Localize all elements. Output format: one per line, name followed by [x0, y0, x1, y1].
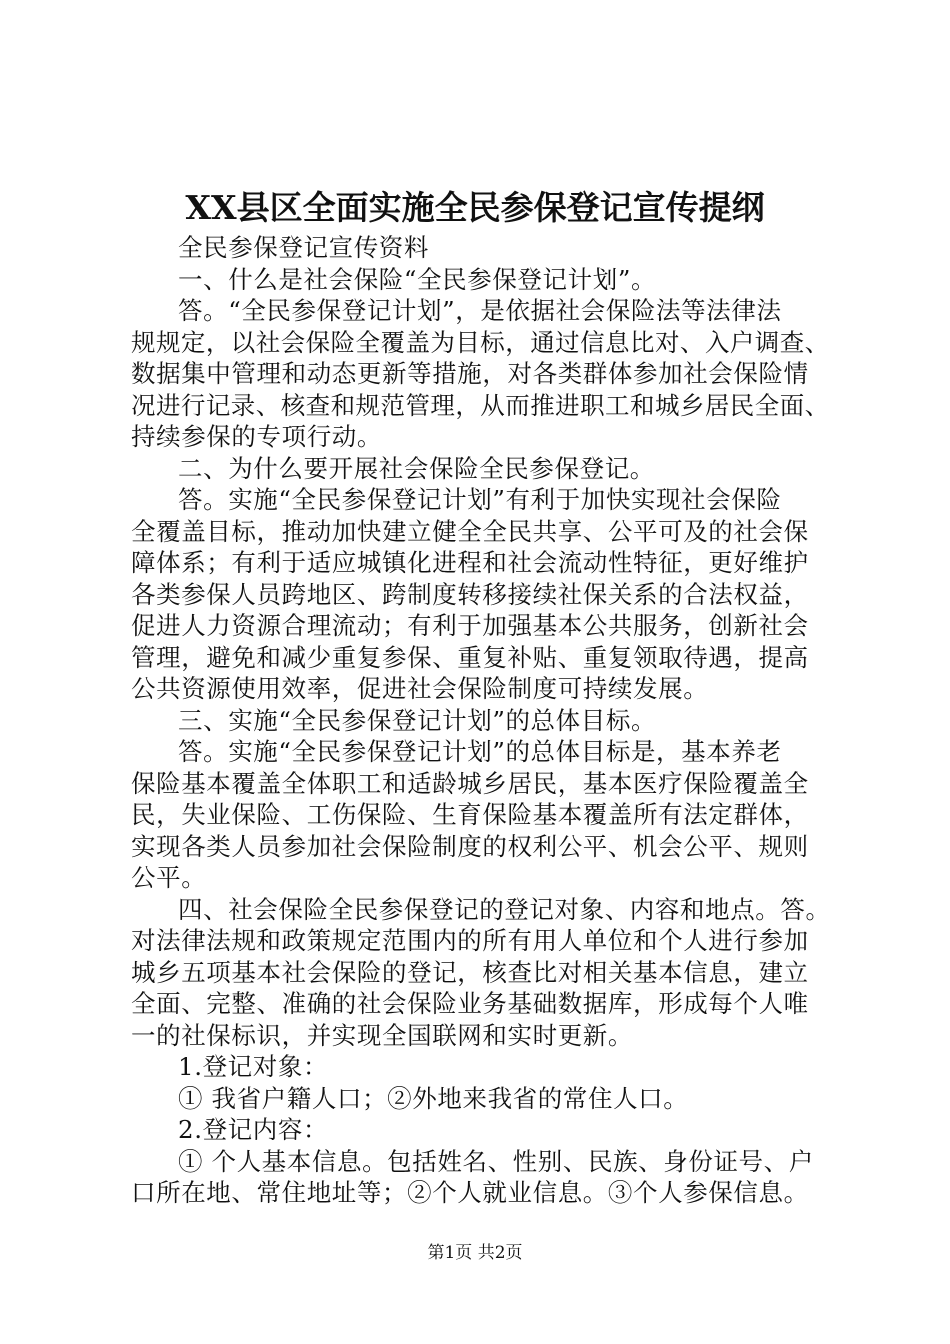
body-line: 保险基本覆盖全体职工和适龄城乡居民，基本医疗保险覆盖全: [131, 768, 809, 798]
body-line: 况进行记录、核查和规范管理，从而推进职工和城乡居民全面、: [131, 390, 830, 420]
body-line: 管理，避免和减少重复参保、重复补贴、重复领取待遇，提高: [131, 642, 809, 672]
document-title: XX县区全面实施全民参保登记宣传提纲: [185, 188, 765, 227]
body-line: 持续参保的专项行动。: [131, 422, 382, 451]
body-line: 答。实施“全民参保登记计划”的总体目标是，基本养老: [178, 737, 782, 766]
body-line: 民，失业保险、工伤保险、生育保险基本覆盖所有法定群体，: [131, 800, 809, 829]
body-line: 城乡五项基本社会保险的登记，核查比对相关基本信息，建立: [131, 957, 809, 987]
body-line: 障体系；有利于适应城镇化进程和社会流动性特征，更好维护: [131, 548, 809, 577]
body-line: 答。实施“全民参保登记计划”有利于加快实现社会保险: [178, 485, 782, 514]
body-line: 全覆盖目标，推动加快建立健全全民共享、公平可及的社会保: [131, 516, 809, 546]
body-line: 2.登记内容：: [178, 1115, 329, 1144]
body-line: 口所在地、常住地址等；②个人就业信息。③个人参保信息。: [131, 1178, 809, 1207]
body-line: 1.登记对象：: [178, 1052, 329, 1081]
page-number-footer: 第1页 共2页: [427, 1243, 523, 1263]
body-line: 一、什么是社会保险“全民参保登记计划”。: [178, 264, 657, 294]
body-line: 四、社会保险全民参保登记的登记对象、内容和地点。答。: [178, 894, 831, 924]
body-line: 公共资源使用效率，促进社会保险制度可持续发展。: [131, 674, 709, 703]
body-line: 各类参保人员跨地区、跨制度转移接续社保关系的合法权益，: [131, 579, 809, 609]
body-line: 实现各类人员参加社会保险制度的权利公平、机会公平、规则: [131, 831, 809, 861]
body-line: 二、为什么要开展社会保险全民参保登记。: [178, 453, 655, 483]
body-line: 答。“全民参保登记计划”，是依据社会保险法等法律法: [178, 296, 782, 325]
body-line: 全面、完整、准确的社会保险业务基础数据库，形成每个人唯: [131, 989, 809, 1018]
body-line: 规规定，以社会保险全覆盖为目标，通过信息比对、入户调查、: [131, 327, 830, 357]
body-line: 公平。: [131, 863, 207, 892]
body-line: 三、实施“全民参保登记计划”的总体目标。: [178, 705, 657, 735]
body-line: 一的社保标识，并实现全国联网和实时更新。: [131, 1020, 633, 1050]
body-line: ① 个人基本信息。包括姓名、性别、民族、身份证号、户: [178, 1146, 814, 1176]
document-body: [131, 232, 831, 1209]
body-line: 数据集中管理和动态更新等措施，对各类群体参加社会保险情: [131, 359, 809, 388]
body-line: 促进人力资源合理流动；有利于加强基本公共服务，创新社会: [131, 611, 809, 640]
body-line: 全民参保登记宣传资料: [178, 233, 429, 262]
body-line: 对法律法规和政策规定范围内的所有用人单位和个人进行参加: [131, 926, 809, 955]
body-line: ① 我省户籍人口；②外地来我省的常住人口。: [178, 1083, 689, 1113]
